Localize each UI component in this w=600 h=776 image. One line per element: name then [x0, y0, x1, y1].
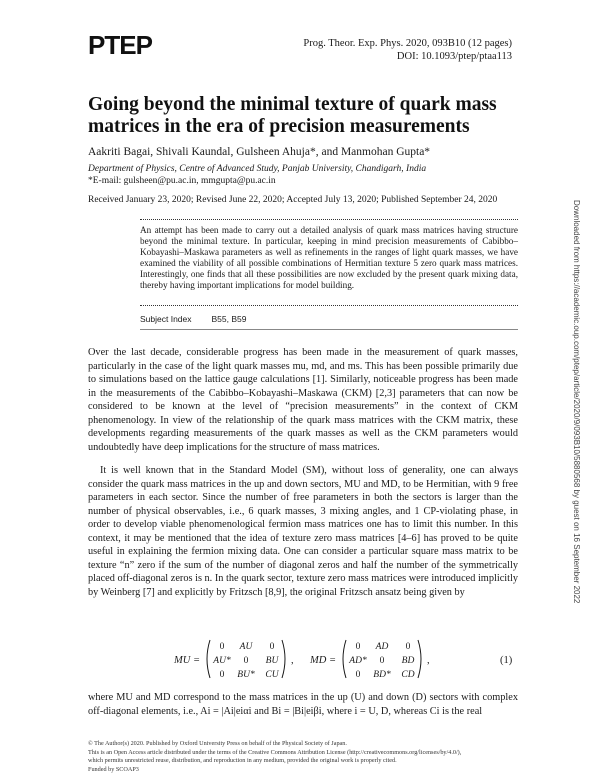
md-right-paren [418, 640, 421, 678]
mu-cell: 0 [269, 642, 275, 652]
email-line: *E-mail: gulsheen@pu.ac.in, mmgupta@pu.ac.in [88, 176, 276, 186]
subject-index-label: Subject Index [140, 314, 192, 324]
footer-line-4: Funded by SCOAP3 [88, 765, 139, 773]
doi[interactable]: DOI: 10.1093/ptep/ptaa113 [396, 51, 512, 62]
footer-line-2[interactable]: This is an Open Access article distributed under the terms of the Creative Commons Attribution License (http://creativecommons.org/licenses/by/4.0/), [88, 748, 462, 756]
body-paragraph-2: It is well known that in the Standard Model (SM), without loss of generality, one can always consider the quark mass matrices in the up and down sectors, MU and MD, to be Hermitian, with 9 free parameters in each sector. Since the number of free parameters in both the sectors is larger than the number of physical observables, i.e., 6 quark masses, 3 mixing angles, and 1 CP-violating phase, in order to develop viable phenomenological fermion mass matrices one has to limit this number. In this context, it may be mentioned that the idea of texture zero mass matrices [4–6] has proved to be quite useful in explaining the fermion mixing data. One can consider a particular square mass matrix to be texture “n” zero if the sum of the number of diagonal zeros and half the number of the symmetrically placed off-diagonal zeros is n. In the quark sector, texture zero mass matrices were introduced implicitly by Weinberg [7] and explicitly by Fritzsch [8,9], the original Fritzsch ansatz being given by [88, 465, 518, 598]
md-cell: 0 [379, 656, 385, 666]
eq-lhs-u: MU = [174, 655, 201, 666]
md-cell: AD* [349, 656, 367, 666]
mu-cell: 0 [219, 642, 225, 652]
mu-right-paren [282, 640, 285, 678]
md-cell: AD [375, 642, 389, 652]
mu-cell: BU* [237, 670, 255, 680]
mu-cell: AU [239, 642, 253, 652]
md-cell: CD [401, 670, 415, 680]
mu-cell: 0 [243, 656, 249, 666]
md-cell: BD* [373, 670, 391, 680]
subject-rule [140, 329, 518, 330]
mu-cell: AU* [213, 656, 231, 666]
history-dates: Received January 23, 2020; Revised June 22, 2020; Accepted July 13, 2020; Published September 24, 2020 [88, 195, 498, 205]
equation-1 [88, 636, 518, 682]
md-matrix [348, 642, 414, 680]
footer-line-1: © The Author(s) 2020. Published by Oxford University Press on behalf of the Physical Society of Japan. [88, 740, 347, 747]
md-cell: 0 [405, 642, 411, 652]
body-paragraph-3: where MU and MD correspond to the mass matrices in the up (U) and down (D) sectors with complex off-diagonal elements, i.e., Ai = |Ai|eiαi and Bi = |Bi|eiβi, where i = U, D, whereas Ci is the real [88, 692, 518, 717]
mu-left-paren [207, 640, 210, 678]
paper-title: Going beyond the minimal texture of quark mass matrices in the era of precision measurements [88, 94, 497, 137]
abstract-top-rule [140, 219, 518, 220]
md-cell: 0 [355, 642, 361, 652]
eq-comma-2: , [427, 655, 430, 666]
mu-cell: CU [265, 670, 279, 680]
abstract: An attempt has been made to carry out a detailed analysis of quark mass matrices having structure beyond the minimal texture. In particular, keeping in mind precision measurements of Cabibbo–Kobayashi–Maskawa parameters as well as refinements in the ranges of light quark masses, we have examined the viability of all possible combinations of Hermitian texture 5 zero quark mass matrices. Interestingly, one finds that all these possibilities are now excluded by the present quark mixing data, thereby having important implications for model building. [140, 225, 518, 290]
mu-matrix [212, 642, 279, 680]
affiliation: Department of Physics, Centre of Advanced Study, Panjab University, Chandigarh, India [88, 164, 427, 174]
footer-line-3: which permits unrestricted reuse, distribution, and reproduction in any medium, provided the original work is properly cited. [88, 757, 397, 765]
download-watermark [572, 200, 600, 740]
copyright-footer [88, 740, 518, 774]
subject-index [140, 314, 267, 324]
body-paragraph-1: Over the last decade, considerable progress has been made in the measurement of quark masses, particularly in the case of the light quark masses mu, md, and ms. This has been possible primarily due to simulations based on the lattice gauge calculations [1]. Similarly, noticeable progress has been made in the measurements of the Cabibbo–Kobayashi–Maskawa (CKM) [2,3] parameters that can now be considered to be known at the level of “precision measurements” in the context of CKM phenomenology. In view of the relationship of the quark mass matrices with the CKM matrix, these developments regarding measurements of the quark masses as well as the CKM parameters would undoubtedly have deep implications for the structure of mass matrices. [88, 347, 518, 453]
equation-number: (1) [500, 655, 513, 666]
md-left-paren [343, 640, 346, 678]
md-cell: BD [401, 656, 415, 666]
abstract-bottom-rule [140, 305, 518, 306]
citation: Prog. Theor. Exp. Phys. 2020, 093B10 (12 pages) [303, 38, 512, 49]
eq-comma: , [291, 655, 294, 666]
journal-citation-block [303, 37, 512, 63]
mu-cell: 0 [219, 670, 225, 680]
subject-index-codes: B55, B59 [211, 314, 247, 324]
eq-lhs-d: MD = [310, 655, 337, 666]
journal-logo: PTEP [88, 30, 152, 60]
author-list: Aakriti Bagai, Shivali Kaundal, Gulsheen Ahuja*, and Manmohan Gupta* [88, 146, 431, 158]
md-cell: 0 [355, 670, 361, 680]
mu-cell: BU [265, 656, 279, 666]
download-watermark-text: Downloaded from https://academic.oup.com/ptep/article/2020/9/093B10/5880568 by guest on 16 September 2022 [572, 200, 581, 604]
